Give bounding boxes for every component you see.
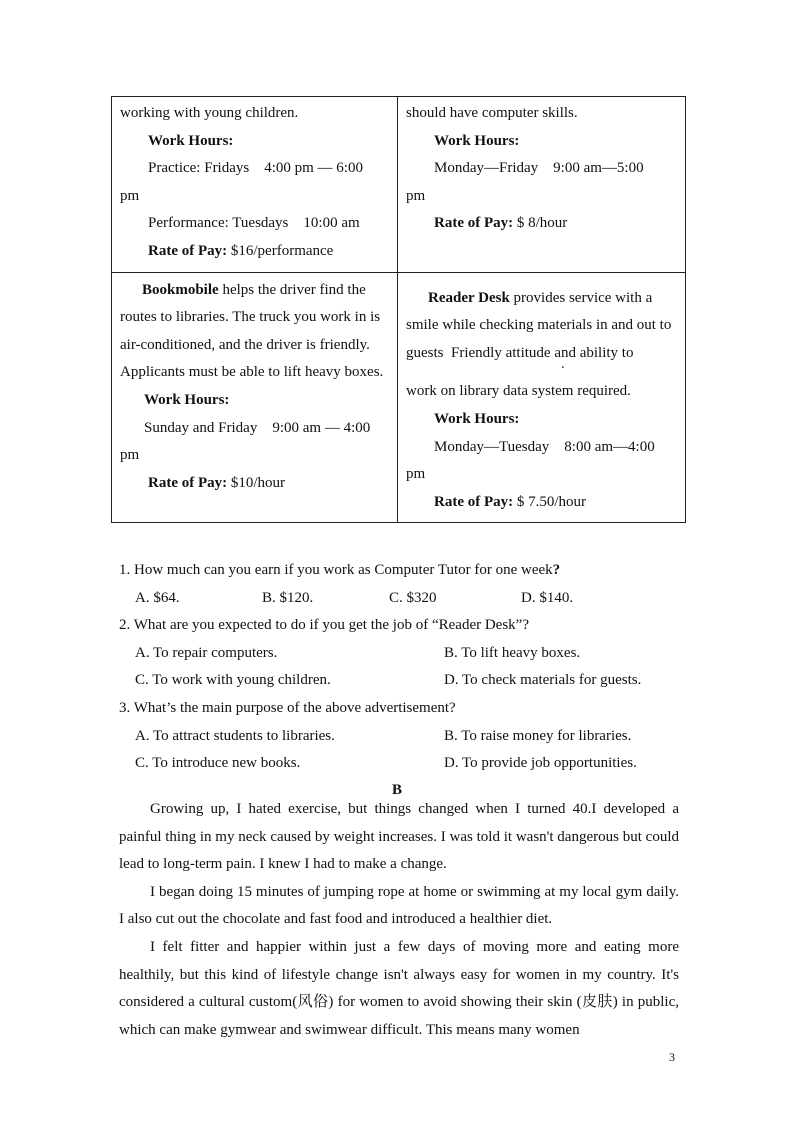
options-row bbox=[119, 723, 689, 751]
option-d: D. To provide job opportunities. bbox=[444, 755, 637, 772]
option-b: B. To lift heavy boxes. bbox=[444, 644, 581, 661]
ad-title: Reader Desk bbox=[428, 289, 510, 306]
work-hours-line: Performance: Tuesdays 10:00 am bbox=[148, 215, 360, 232]
pay-value: $ 7.50/hour bbox=[513, 493, 587, 510]
ad-text: working with young children. bbox=[120, 105, 299, 121]
job-ads-table bbox=[111, 96, 686, 523]
ad-cell-music-helper bbox=[112, 97, 398, 273]
pay-label: Rate of Pay: bbox=[434, 493, 514, 510]
work-hours-label: Work Hours: bbox=[148, 132, 234, 149]
rate-of-pay bbox=[406, 489, 677, 517]
question-3 bbox=[119, 695, 689, 778]
work-hours-line: Monday—Tuesday 8:00 am—4:00 bbox=[434, 438, 655, 455]
option-b: B. $120. bbox=[262, 589, 314, 606]
options-row bbox=[119, 667, 689, 695]
ad-text: work on library data system required. bbox=[406, 383, 631, 400]
work-hours-label: Work Hours: bbox=[434, 132, 520, 149]
question-text bbox=[119, 557, 689, 585]
options-row bbox=[119, 585, 689, 613]
rate-of-pay bbox=[406, 210, 677, 238]
pay-value: $ 8/hour bbox=[513, 215, 568, 232]
ad-text: provides service with a smile while checking materials in and out to guests bbox=[406, 289, 672, 361]
option-b: B. To raise money for libraries. bbox=[444, 727, 632, 744]
options-row bbox=[119, 750, 689, 778]
ad-cell-computer-tutor bbox=[398, 97, 686, 273]
table-row bbox=[112, 272, 686, 523]
options-row bbox=[119, 640, 689, 668]
option-c: C. To work with young children. bbox=[135, 672, 331, 689]
ad-description bbox=[406, 285, 677, 368]
page-number: 3 bbox=[669, 1050, 675, 1064]
work-hours-label: Work Hours: bbox=[144, 391, 230, 408]
question-text: 3. What’s the main purpose of the above advertisement? bbox=[119, 700, 456, 716]
section-heading: B bbox=[391, 782, 402, 798]
pay-value: $16/performance bbox=[227, 242, 334, 259]
work-hours-line: Practice: Fridays 4:00 pm — 6:00 bbox=[148, 160, 363, 177]
ad-cell-reader-desk bbox=[398, 272, 686, 523]
ad-text: helps the driver find the routes to libraries. The truck you work in is air-conditioned, and the driver is friendly. Applicants must be able to lift heavy boxes. bbox=[120, 281, 384, 381]
ad-text: should have computer skills. bbox=[406, 105, 578, 121]
table-row bbox=[112, 97, 686, 273]
ad-cell-bookmobile bbox=[112, 272, 398, 523]
work-hours-line: pm bbox=[120, 187, 140, 204]
work-hours-line: pm bbox=[120, 447, 140, 464]
pay-label: Rate of Pay: bbox=[148, 242, 228, 259]
work-hours-line: Sunday and Friday 9:00 am — 4:00 bbox=[144, 419, 371, 436]
ad-description bbox=[120, 277, 389, 387]
rate-of-pay bbox=[120, 470, 389, 498]
option-d: D. $140. bbox=[521, 589, 574, 606]
option-a: A. To attract students to libraries. bbox=[135, 727, 335, 744]
option-a: A. To repair computers. bbox=[135, 644, 278, 661]
paragraph: I felt fitter and happier within just a few days of moving more and eating more healthily, but this kind of lifestyle change isn't always easy for women in my country. It's considered a cultural custom(风俗) for women to avoid showing their skin (皮肤) in public, which can make gymwear and swimwear difficult. This means many women bbox=[119, 938, 679, 1038]
pay-value: $10/hour bbox=[227, 474, 286, 491]
work-hours-label: Work Hours: bbox=[434, 410, 520, 427]
paragraph: I began doing 15 minutes of jumping rope at home or swimming at my local gym daily. I also cut out the chocolate and fast food and introduced a healthier diet. bbox=[119, 883, 679, 928]
ad-title: Bookmobile bbox=[142, 281, 219, 298]
pay-label: Rate of Pay: bbox=[148, 474, 228, 491]
question-mark: ? bbox=[552, 562, 561, 578]
reading-passage bbox=[119, 796, 679, 1044]
pay-label: Rate of Pay: bbox=[434, 215, 514, 232]
work-hours-line: pm bbox=[406, 187, 426, 204]
option-c: C. To introduce new books. bbox=[135, 755, 301, 772]
option-c: C. $320 bbox=[389, 589, 437, 606]
question-text: 2. What are you expected to do if you get the job of “Reader Desk”? bbox=[119, 617, 529, 633]
work-hours-line: Monday—Friday 9:00 am—5:00 bbox=[434, 160, 644, 177]
rate-of-pay bbox=[120, 238, 389, 266]
work-hours-line: pm bbox=[406, 466, 426, 483]
question-1 bbox=[119, 557, 689, 612]
question-stem: 1. How much can you earn if you work as Computer Tutor for one week bbox=[119, 562, 553, 578]
ad-text: Friendly attitude and ability to · bbox=[444, 345, 634, 361]
option-d: D. To check materials for guests. bbox=[444, 672, 642, 689]
paragraph: Growing up, I hated exercise, but things changed when I turned 40.I developed a painful thing in my neck caused by weight increases. I was told it wasn't dangerous but could lead to long-term pain. I knew I had to make a change. bbox=[119, 801, 679, 873]
option-a: A. $64. bbox=[135, 589, 180, 606]
question-2 bbox=[119, 612, 689, 695]
